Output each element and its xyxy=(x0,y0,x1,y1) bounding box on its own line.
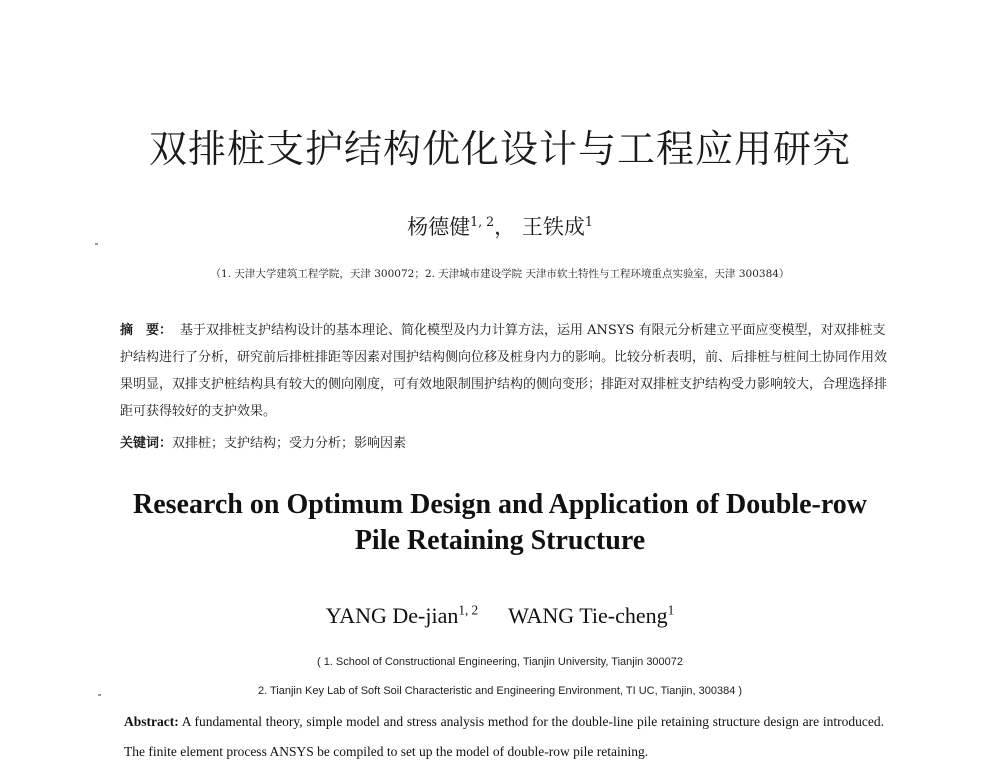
zh-author-2-name: 王铁成 xyxy=(521,215,585,239)
en-title-line-1: Research on Optimum Design and Application of Double-row xyxy=(132,489,868,520)
en-title-line-2: Pile Retaining Structure xyxy=(354,525,646,556)
zh-author-1-affil: 1, 2 xyxy=(470,214,495,229)
chinese-title: 双排桩支护结构优化设计与工程应用研究 xyxy=(148,127,851,171)
zh-author-1-name: 杨德健 xyxy=(407,215,471,239)
zh-author-separator: ， xyxy=(494,215,516,239)
zh-keywords-text: 双排桩；支护结构；受力分析；影响因素 xyxy=(172,436,407,451)
chinese-affiliation: （1. 天津大学建筑工程学院，天津 300072；2. 天津城市建设学院 天津市软土特性与工程环境重点实验室，天津 300384） xyxy=(210,268,790,280)
english-authors xyxy=(0,603,1000,629)
en-author-1-affil: 1, 2 xyxy=(458,602,479,618)
en-abstract-label: Abstract: xyxy=(124,714,179,729)
english-title xyxy=(0,487,1000,559)
english-abstract xyxy=(124,707,884,767)
zh-keywords-label: 关键词： xyxy=(120,436,173,451)
en-author-2-name: WANG Tie-cheng xyxy=(508,603,668,628)
zh-author-2-affil: 1 xyxy=(584,214,593,229)
chinese-authors xyxy=(0,211,1000,241)
en-author-2-affil: 1 xyxy=(667,602,675,618)
english-affiliation-1: ( 1. School of Constructional Engineering, Tianjin University, Tianjin 300072 xyxy=(316,656,684,668)
en-abstract-text: A fundamental theory, simple model and stress analysis method for the double-line pile retaining structure design are introduced. The finite element process ANSYS be compiled to set up the model of double-row pile retaining. xyxy=(124,714,884,759)
scan-speck xyxy=(98,694,101,696)
english-affiliation-2: 2. Tianjin Key Lab of Soft Soil Characteristic and Engineering Environment, TI UC, Tianjin, 300384 ) xyxy=(257,685,743,697)
zh-abstract-text: 基于双排桩支护结构设计的基本理论、简化模型及内力计算方法，运用 ANSYS 有限元分析建立平面应变模型，对双排桩支护结构进行了分析，研究前后排桩排距等因素对围护结构侧向位移及桩身内力的影响。比较分析表明，前、后排桩与桩间土协同作用效果明显，双排支护桩结构具有较大的侧向刚度，可有效地限制围护结构的侧向变形；排距对双排桩支护结构受力影响较大，合理选择排距可获得较好的支护效果。 xyxy=(120,323,888,419)
chinese-keywords xyxy=(120,432,890,451)
en-author-1-name: YANG De-jian xyxy=(325,603,459,628)
scan-speck xyxy=(95,243,98,245)
zh-abstract-label: 摘 要： xyxy=(120,323,173,338)
chinese-abstract xyxy=(120,317,890,425)
